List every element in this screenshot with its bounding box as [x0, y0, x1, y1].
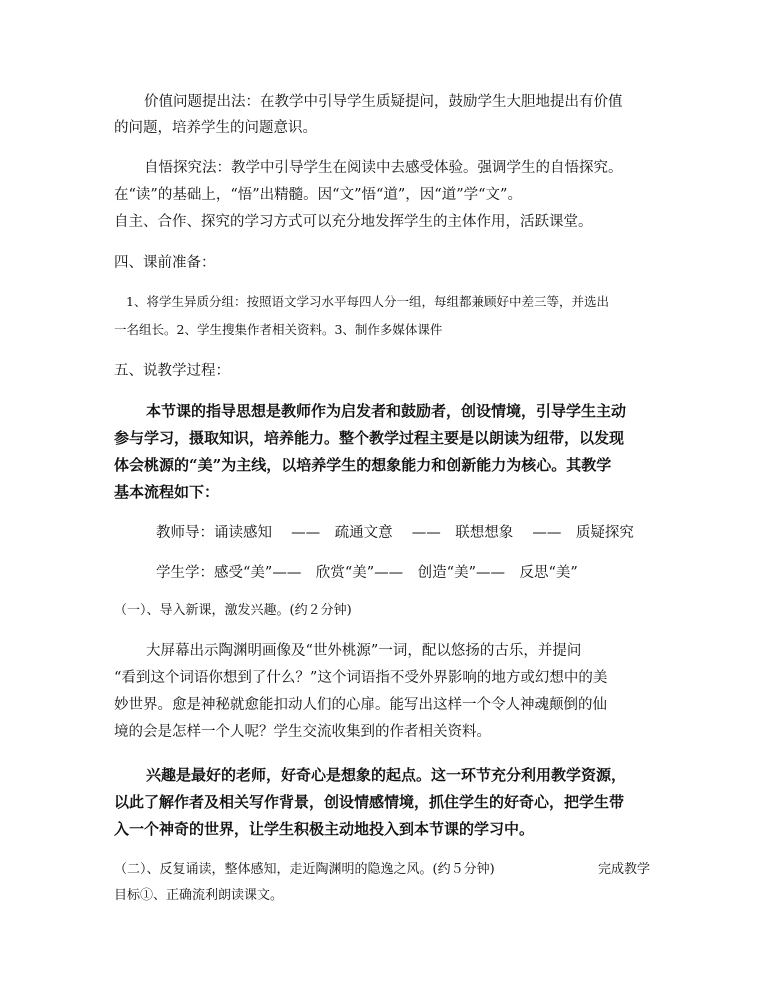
- subsection-heading: （一）、导入新课，激发兴趣。(约２分钟): [114, 603, 352, 618]
- subsection-heading: （二）、反复诵读，整体感知，走近陶渊明的隐逸之风。(约５分钟): [114, 862, 495, 877]
- paragraph-line: 境的会是怎样一个人呢？学生交流收集到的作者相关资料。: [114, 724, 491, 740]
- section-heading: 五、说教学过程：: [114, 363, 230, 379]
- paragraph-line: 妙世界。愈是神秘就愈能扣动人们的心扉。能写出这样一个令人神魂颠倒的仙: [114, 697, 607, 713]
- bold-paragraph-line: 参与学习，摄取知识，培养能力。整个教学过程主要是以朗读为纽带，以发现: [114, 429, 625, 447]
- teacher-flow-line: 教师导：诵读感知 —— 疏通文意 —— 联想想象 —— 质疑探究: [156, 525, 634, 541]
- bold-paragraph-line: 基本流程如下：: [114, 483, 220, 501]
- paragraph-line: 自悟探究法：教学中引导学生在阅读中去感受体验。强调学生的自悟探究。: [144, 160, 623, 176]
- bold-paragraph-line: 入一个神奇的世界，让学生积极主动地投入到本节课的学习中。: [114, 820, 535, 838]
- paragraph-line: 价值问题提出法：在教学中引导学生质疑提问，鼓励学生大胆地提出有价值: [144, 94, 623, 110]
- paragraph-line: 自主、合作、探究的学习方式可以充分地发挥学生的主体作用，活跃课堂。: [114, 214, 593, 230]
- student-flow-line: 学生学：感受“美”—— 欣赏“美”—— 创造“美”—— 反思“美”: [156, 565, 578, 581]
- paragraph-line: 1、将学生异质分组：按照语文学习水平每四人分一组，每组都兼顾好中差三等，并选出: [126, 294, 609, 309]
- section-heading: 四、课前准备：: [114, 255, 216, 271]
- paragraph-line: 大屏幕出示陶渊明画像及“世外桃源”一词，配以悠扬的古乐，并提问: [146, 643, 582, 659]
- paragraph-line: 在“读”的基础上，“悟”出精髓。因“文”悟“道”，因“道”学“文”。: [114, 187, 522, 203]
- paragraph-line: 的问题，培养学生的问题意识。: [114, 120, 317, 136]
- bold-paragraph-line: 兴趣是最好的老师，好奇心是想象的起点。这一环节充分利用教学资源，: [146, 766, 627, 784]
- paragraph-line: 一名组长。2、学生搜集作者相关资料。3、制作多媒体课件: [114, 322, 443, 337]
- paragraph-line: 目标①、正确流利朗读课文。: [114, 888, 284, 903]
- bold-paragraph-line: 本节课的指导思想是教师作为启发者和鼓励者，创设情境，引导学生主动: [146, 402, 627, 420]
- bold-paragraph-line: 体会桃源的“美”为主线，以培养学生的想象能力和创新能力为核心。其教学: [114, 456, 612, 474]
- bold-paragraph-line: 以此了解作者及相关写作背景，创设情感情境，抓住学生的好奇心，把学生带: [114, 793, 625, 811]
- subsection-heading-tail: 完成教学: [598, 862, 651, 877]
- paragraph-line: “看到这个词语你想到了什么？”这个词语指不受外界影响的地方或幻想中的美: [114, 670, 608, 686]
